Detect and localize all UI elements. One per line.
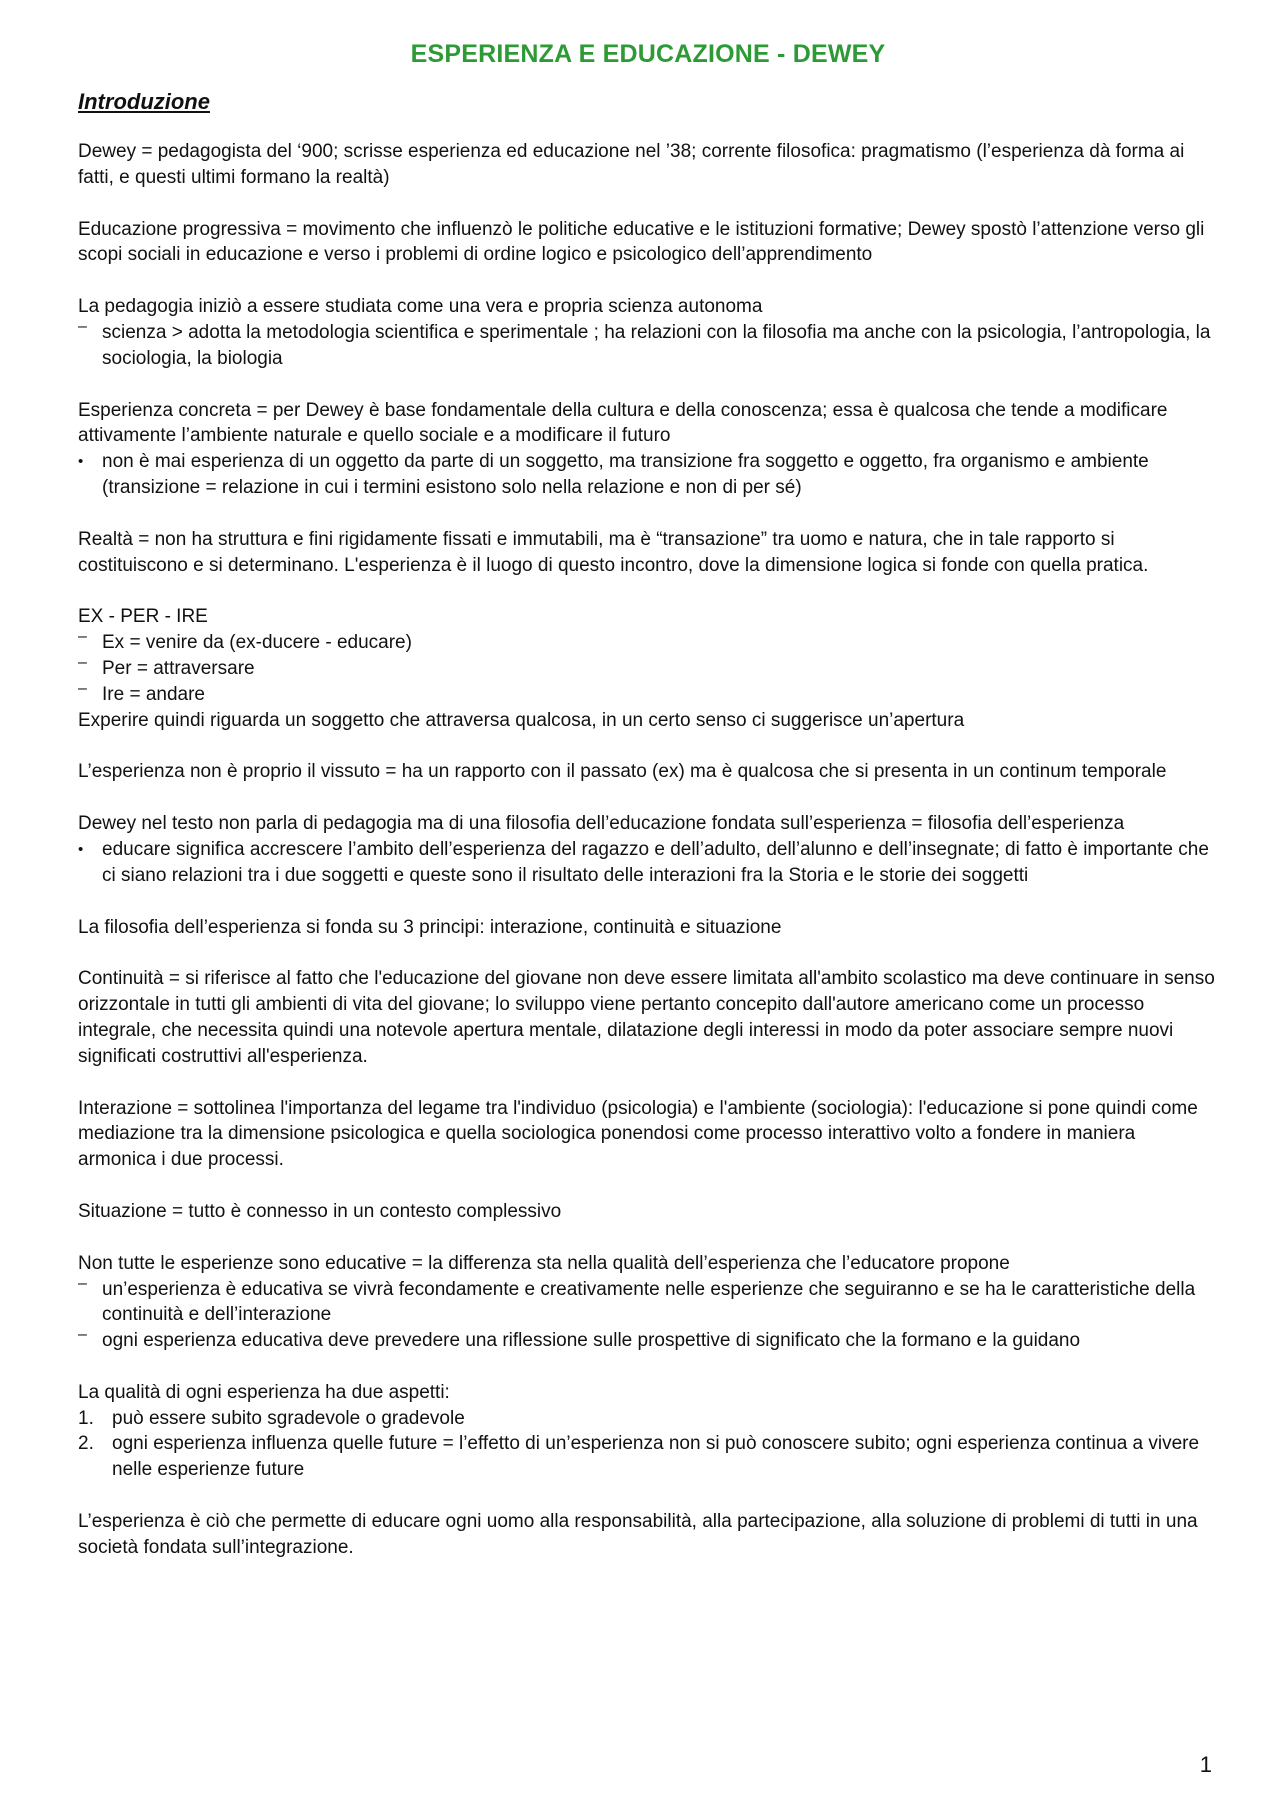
paragraph-vissuto [78, 759, 1218, 785]
paragraph-educazione-progressiva [78, 217, 1218, 269]
paragraph-conclusione [78, 1509, 1218, 1561]
list-item: ‒ ogni esperienza educativa deve prevedere una riflessione sulle prospettive di significato che la formano e la guidano [78, 1328, 1218, 1354]
paragraph-ex-per-ire [78, 604, 1218, 733]
section-heading: Introduzione [78, 89, 210, 114]
list-item: ‒ Ex = venire da (ex-ducere - educare) [78, 630, 1218, 656]
list-item: ‒ scienza > adotta la metodologia scientifica e sperimentale ; ha relazioni con la filosofia ma anche con la psicologia, l’antropologia, la sociologia, la biologia [78, 320, 1218, 372]
paragraph-text: Realtà = non ha struttura e fini rigidamente fissati e immutabili, ma è “transazione” tra uomo e natura, che in tale rapporto si costituiscono e si determinano. L'esperienza è il luogo di questo incontro, dove la dimensione logica si fonde con quella pratica. [78, 528, 1149, 576]
paragraph-realta [78, 527, 1218, 579]
paragraph-text: Esperienza concreta = per Dewey è base fondamentale della cultura e della conoscenza; essa è qualcosa che tende a modificare attivamente l’ambiente naturale e quello sociale e a modificare il futuro [78, 399, 1168, 447]
paragraph-text: L’esperienza non è proprio il vissuto = ha un rapporto con il passato (ex) ma è qualcosa che si presenta in un continum temporale [78, 761, 1167, 783]
list-number: 1. [78, 1407, 94, 1429]
bullet-list [78, 449, 1218, 501]
paragraph-text: La qualità di ogni esperienza ha due aspetti: [78, 1381, 450, 1403]
paragraph-situazione [78, 1199, 1218, 1225]
paragraph-text: Educazione progressiva = movimento che influenzò le politiche educative e le istituzioni formative; Dewey spostò l’attenzione verso gli scopi sociali in educazione e verso i problemi di ordine logico e psicologico dell’apprendimento [78, 218, 1205, 266]
dash-list [78, 630, 1218, 707]
list-item: ‒ Ire = andare [78, 682, 1218, 708]
list-item: • educare significa accrescere l’ambito dell’esperienza del ragazzo e dell’adulto, dell’alunno e dell’insegnate; di fatto è importante che ci siano relazioni tra i due soggetti e queste sono il risultato delle interazioni fra la Storia e le storie dei soggetti [78, 837, 1218, 889]
list-item-text: ogni esperienza influenza quelle future = l’effetto di un’esperienza non si può conoscere subito; ogni esperienza continua a vivere nelle esperienze future [112, 1433, 1200, 1481]
bullet-list [78, 837, 1218, 889]
paragraph-text: Interazione = sottolinea l'importanza del legame tra l'individuo (psicologia) e l'ambiente (sociologia): l'educazione si pone quindi come mediazione tra la dimensione psicologica e quella sociologica ponendosi come processo interattivo volto a fondere in maniera armonica i due processi. [78, 1097, 1198, 1171]
paragraph-esperienze-educative [78, 1251, 1218, 1354]
document-page [78, 40, 1218, 1587]
list-item [78, 1406, 1218, 1432]
paragraph-text: L’esperienza è ciò che permette di educare ogni uomo alla responsabilità, alla partecipazione, alla soluzione di problemi di tutti in una società fondata sull’integrazione. [78, 1511, 1198, 1558]
paragraph-qualita [78, 1380, 1218, 1483]
paragraph-dewey [78, 139, 1218, 191]
list-number: 2. [78, 1433, 94, 1455]
paragraph-interazione [78, 1096, 1218, 1173]
list-item: ‒ Per = attraversare [78, 656, 1218, 682]
paragraph-principi [78, 915, 1218, 941]
paragraph-text: Dewey nel testo non parla di pedagogia ma di una filosofia dell’educazione fondata sull’esperienza = filosofia dell’esperienza [78, 813, 1125, 835]
list-item: • non è mai esperienza di un oggetto da parte di un soggetto, ma transizione fra soggetto e oggetto, fra organismo e ambiente (transizione = relazione in cui i termini esistono solo nella relazione e non di per sé) [78, 449, 1218, 501]
paragraph-text: La pedagogia iniziò a essere studiata come una vera e propria scienza autonoma [78, 296, 763, 318]
paragraph-text: Continuità = si riferisce al fatto che l'educazione del giovane non deve essere limitata all'ambito scolastico ma deve continuare in senso orizzontale in tutti gli ambienti di vita del giovane; lo sviluppo viene pertanto concepito dall'autore americano come un processo integrale, che necessita quindi una notevole apertura mentale, dilatazione degli interessi in modo da poter associare sempre nuovi significati costruttivi all'esperienza. [78, 968, 1215, 1067]
paragraph-pedagogia [78, 294, 1218, 371]
dash-list [78, 320, 1218, 372]
dash-list [78, 1277, 1218, 1354]
paragraph-text: Non tutte le esperienze sono educative = la differenza sta nella qualità dell’esperienza che l’educatore propone [78, 1252, 1010, 1274]
paragraph-text: EX - PER - IRE [78, 606, 208, 628]
paragraph-text: Dewey = pedagogista del ‘900; scrisse esperienza ed educazione nel ’38; corrente filosofica: pragmatismo (l’esperienza dà forma ai fatti, e questi ultimi formano la realtà) [78, 141, 1185, 188]
list-item: ‒ un’esperienza è educativa se vivrà fecondamente e creativamente nelle esperienze che seguiranno e se ha le caratteristiche della continuità e dell’interazione [78, 1277, 1218, 1329]
page-number: 1 [1199, 1752, 1212, 1777]
paragraph-filosofia-educazione [78, 811, 1218, 888]
paragraph-continuita [78, 966, 1218, 1069]
paragraph-text: La filosofia dell’esperienza si fonda su 3 principi: interazione, continuità e situazione [78, 916, 782, 938]
list-item-text: può essere subito sgradevole o gradevole [112, 1407, 465, 1429]
paragraph-esperienza-concreta [78, 398, 1218, 501]
paragraph-text: Experire quindi riguarda un soggetto che attraversa qualcosa, in un certo senso ci suggerisce un’apertura [78, 709, 965, 731]
numbered-list [78, 1406, 1218, 1483]
document-title: ESPERIENZA E EDUCAZIONE - DEWEY [410, 40, 886, 68]
list-item [78, 1431, 1218, 1483]
paragraph-text: Situazione = tutto è connesso in un contesto complessivo [78, 1200, 562, 1222]
